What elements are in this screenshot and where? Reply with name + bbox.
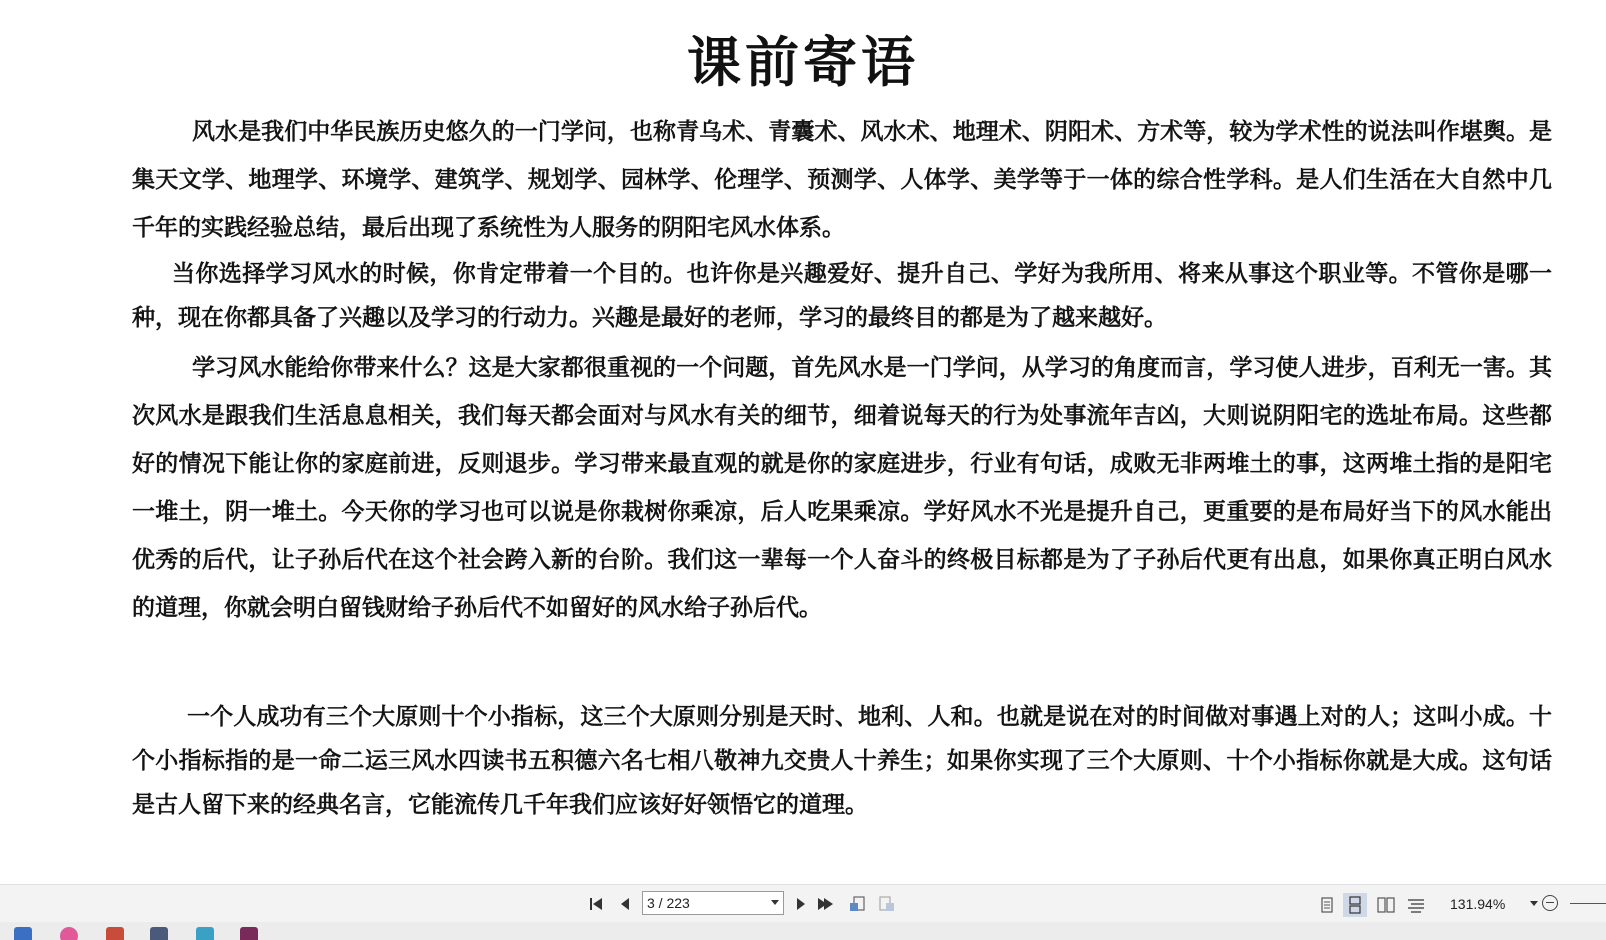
zoom-slider[interactable]: [1570, 903, 1606, 904]
next-page-icon[interactable]: [790, 893, 812, 915]
paragraph-3: 学习风水能给你带来什么？这是大家都很重视的一个问题，首先风水是一门学问，从学习的角度而言，学习使人进步，百利无一害。其次风水是跟我们生活息息相关，我们每天都会面对与风水有关的细节，细着说每天的行为处事流年吉凶，大则说阴阳宅的选址布局。这些都好的情况下能让你的家庭前进，反则退步。学习带来最直观的就是你的家庭进步，行业有句话，成败无非两堆土的事，这两堆土指的是阳宅一堆土，阴一堆土。今天你的学习也可以说是你栽树你乘凉，后人吃果乘凉。学好风水不光是提升自己，更重要的是布局好当下的风水能出优秀的后代，让子孙后代在这个社会跨入新的台阶。我们这一辈每一个人奋斗的终极目标都是为了子孙后代更有出息，如果你真正明白风水的道理，你就会明白留钱财给子孙后代不如留好的风水给子孙后代。: [132, 354, 1552, 621]
taskbar-app-icon[interactable]: [14, 927, 32, 940]
next-view-icon[interactable]: [876, 893, 898, 915]
single-page-view-icon[interactable]: [1315, 893, 1339, 917]
page-number-input[interactable]: [643, 892, 761, 914]
first-page-icon[interactable]: [586, 893, 608, 915]
paragraph-1: 风水是我们中华民族历史悠久的一门学问，也称青乌术、青囊术、风水术、地理术、阴阳术、方术等，较为学术性的说法叫作堪舆。是集天文学、地理学、环境学、建筑学、规划学、园林学、伦理学、预测学、人体学、美学等于一体的综合性学科。是人们生活在大自然中几千年的实践经验总结，最后出现了系统性为人服务的阴阳宅风水体系。: [132, 118, 1552, 241]
prev-page-icon[interactable]: [614, 893, 636, 915]
bottom-toolbar: [0, 884, 1606, 923]
taskbar-app-icon[interactable]: [150, 927, 168, 940]
facing-view-icon[interactable]: [1374, 893, 1398, 917]
taskbar-app-icon[interactable]: [196, 927, 214, 940]
previous-view-icon[interactable]: [846, 893, 868, 915]
page-title: 课前寄语: [687, 30, 919, 94]
taskbar-app-icon[interactable]: [60, 927, 78, 940]
reflow-view-icon[interactable]: [1404, 893, 1428, 917]
taskbar-app-icon[interactable]: [106, 927, 124, 940]
chevron-down-icon[interactable]: [771, 900, 779, 905]
continuous-view-icon[interactable]: [1343, 893, 1367, 917]
zoom-out-icon[interactable]: [1542, 895, 1558, 911]
taskbar: [0, 922, 1606, 940]
page-number-field[interactable]: [642, 891, 784, 915]
paragraph-4: 一个人成功有三个大原则十个小指标，这三个大原则分别是天时、地利、人和。也就是说在对的时间做对事遇上对的人；这叫小成。十个小指标指的是一命二运三风水四读书五积德六名七相八敬神九交贵人十养生；如果你实现了三个大原则、十个小指标你就是大成。这句话是古人留下来的经典名言，它能流传几千年我们应该好好领悟它的道理。: [132, 703, 1552, 818]
last-page-icon[interactable]: [815, 893, 837, 915]
paragraph-2: 当你选择学习风水的时候，你肯定带着一个目的。也许你是兴趣爱好、提升自己、学好为我所用、将来从事这个职业等。不管你是哪一种，现在你都具备了兴趣以及学习的行动力。兴趣是最好的老师，学习的最终目的都是为了越来越好。: [132, 260, 1552, 331]
zoom-level[interactable]: 131.94%: [1450, 896, 1506, 912]
zoom-dropdown-icon[interactable]: [1530, 901, 1538, 906]
taskbar-app-icon[interactable]: [240, 927, 258, 940]
